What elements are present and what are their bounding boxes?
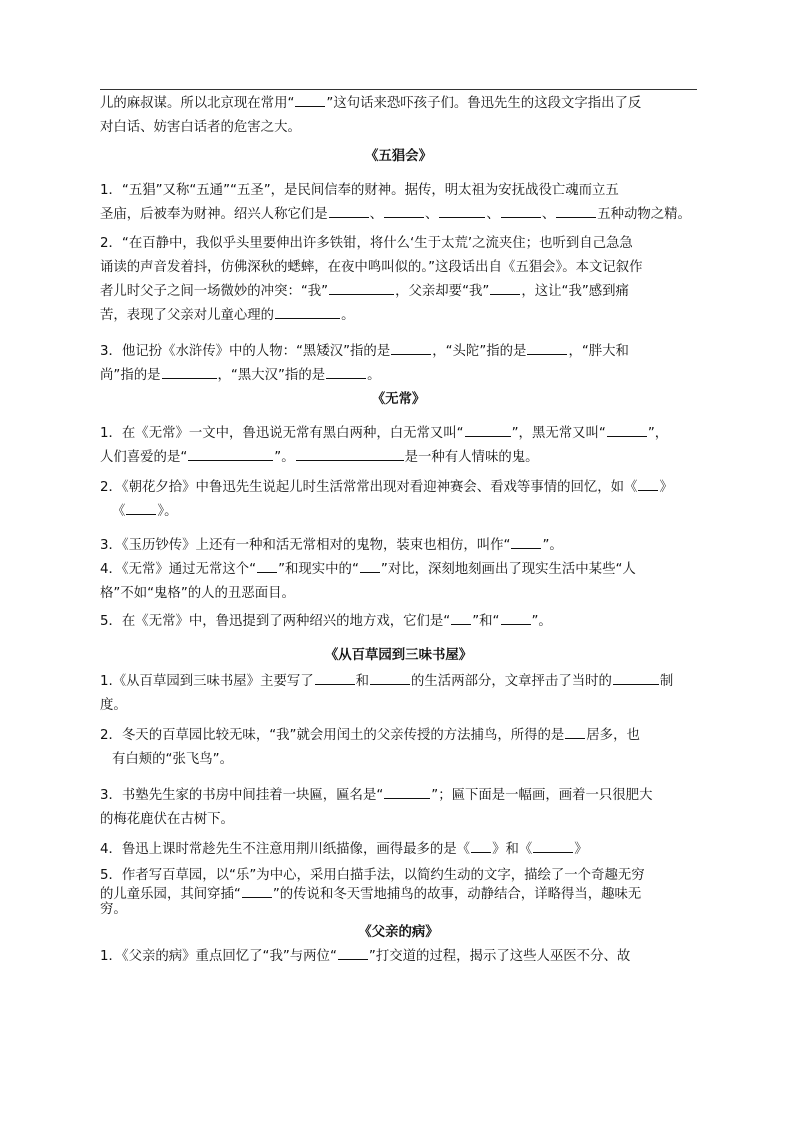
question-wuchang-1-line-2: 人们喜爱的是“ ”。 是一种有人情味的鬼。 xyxy=(100,446,697,470)
answer-blank[interactable] xyxy=(451,610,471,625)
question-wuchang-3: 3．《玉历钞传》上还有一种和活无常相对的鬼物，装束也相仿，叫作“ ”。 xyxy=(100,534,697,558)
answer-blank[interactable] xyxy=(465,422,511,437)
intro-line-2: 对白话、妨害白话者的危害之大。 xyxy=(100,120,301,135)
question-baicaoyuan-1: 1.《从百草园到三味书屋》主要写了 和 的生活两部分，文章抨击了当时的 制 xyxy=(100,670,697,694)
answer-blank[interactable] xyxy=(162,364,217,379)
answer-blank[interactable] xyxy=(565,724,585,739)
question-baicaoyuan-5: 5．作者写百草园，以“乐”为中心，采用白描手法，以简约生动的文字，描绘了一个奇趣无穷 xyxy=(100,868,645,883)
question-wuchanghui-2-line-4: 苦，表现了父亲对儿童心理的 。 xyxy=(100,304,697,328)
answer-blank[interactable] xyxy=(326,364,366,379)
question-wuchang-1: 1．在《无常》一文中，鲁迅说无常有黑白两种，白无常又叫“ ”，黑无常又叫“ ”， xyxy=(100,422,697,446)
answer-blank[interactable] xyxy=(384,784,430,799)
question-baicaoyuan-5-line-2: 的儿童乐园，其间穿插“ ”的传说和冬天雪地捕鸟的故事，动静结合，详略得当，趣味无 xyxy=(100,883,697,902)
question-wuchang-2: 2．《朝花夕拾》中鲁迅先生说起儿时生活常常出现对看迎神赛会、看戏等事情的回忆，如《 》 xyxy=(100,476,697,500)
question-wuchanghui-3-line-2: 尚”指的是 ，“黑大汉”指的是 。 xyxy=(100,364,697,388)
answer-blank[interactable] xyxy=(242,883,272,898)
answer-blank[interactable] xyxy=(533,838,573,853)
header-rule xyxy=(100,89,697,90)
worksheet-page xyxy=(100,92,697,969)
answer-blank[interactable] xyxy=(370,670,410,685)
question-baicaoyuan-1-line-2: 度。 xyxy=(100,698,127,713)
answer-blank[interactable] xyxy=(471,838,491,853)
answer-blank[interactable] xyxy=(490,280,520,295)
answer-blank[interactable] xyxy=(188,446,273,461)
answer-blank[interactable] xyxy=(527,340,567,355)
answer-blank[interactable] xyxy=(315,670,355,685)
answer-blank[interactable] xyxy=(607,422,647,437)
answer-blank[interactable] xyxy=(613,670,659,685)
answer-blank[interactable] xyxy=(391,340,431,355)
question-wuchanghui-2-line-2: 诵读的声音发着抖，仿佛深秋的蟋蟀，在夜中鸣叫似的。”这段话出自《五猖会》。本文记叙作 xyxy=(100,260,643,275)
answer-blank[interactable] xyxy=(501,610,531,625)
section-title-fuqin: 《父亲的病》 xyxy=(358,925,439,940)
answer-blank[interactable] xyxy=(439,203,485,218)
section-title-baicaoyuan: 《从百草园到三味书屋》 xyxy=(324,648,473,663)
question-wuchanghui-1: 1．“五猖”又称“五通”“五圣”，是民间信奉的财神。据传，明太祖为安抚战役亡魂而立五 xyxy=(100,183,619,198)
intro-line-1: 儿的麻叔谋。所以北京现在常用“ ”这句话来恐吓孩子们。鲁迅先生的这段文字指出了反 xyxy=(100,92,697,116)
answer-blank[interactable] xyxy=(296,446,404,461)
answer-blank[interactable] xyxy=(126,500,156,515)
question-wuchang-4: 4．《无常》通过无常这个“ ”和现实中的“ ”对比，深刻地刻画出了现实生活中某些“人 xyxy=(100,558,697,582)
section-title-wuchang: 《无常》 xyxy=(371,392,426,407)
answer-blank[interactable] xyxy=(275,304,340,319)
answer-blank[interactable] xyxy=(295,92,325,107)
answer-blank[interactable] xyxy=(360,558,380,573)
question-wuchang-4-line-2: 格”不如“鬼格”的人的丑恶面目。 xyxy=(100,586,295,601)
question-wuchanghui-1-line-2: 圣庙，后被奉为财神。绍兴人称它们是 、 、 、 、 五种动物之精。 xyxy=(100,203,697,227)
answer-blank[interactable] xyxy=(384,203,424,218)
question-fuqin-1: 1．《父亲的病》重点回忆了“我”与两位“ ”打交道的过程，揭示了这些人巫医不分、故 xyxy=(100,945,697,969)
answer-blank[interactable] xyxy=(338,945,368,960)
question-wuchang-2-line-2: 《 》。 xyxy=(100,500,697,524)
question-baicaoyuan-5-line-3: 穷。 xyxy=(100,902,127,917)
question-baicaoyuan-3-line-2: 的梅花鹿伏在古树下。 xyxy=(100,812,234,827)
answer-blank[interactable] xyxy=(257,558,277,573)
answer-blank[interactable] xyxy=(638,476,658,491)
section-title-wuchanghui: 《五猖会》 xyxy=(365,149,432,164)
question-baicaoyuan-2: 2．冬天的百草园比较无味，“我”就会用闰土的父亲传授的方法捕鸟，所得的是 居多，也 xyxy=(100,724,697,748)
question-baicaoyuan-4: 4．鲁迅上课时常趁先生不注意用荆川纸描像，画得最多的是《 》和《 》 xyxy=(100,838,697,862)
question-baicaoyuan-5-block xyxy=(100,868,697,917)
question-wuchang-5: 5．在《无常》中，鲁迅提到了两种绍兴的地方戏，它们是“ ”和“ ”。 xyxy=(100,610,697,634)
answer-blank[interactable] xyxy=(556,203,596,218)
answer-blank[interactable] xyxy=(511,534,541,549)
answer-blank[interactable] xyxy=(329,203,369,218)
answer-blank[interactable] xyxy=(501,203,541,218)
question-wuchanghui-3: 3．他记扮《水浒传》中的人物：“黑矮汉”指的是 ，“头陀”指的是 ，“胖大和 xyxy=(100,340,697,364)
question-baicaoyuan-2-line-2: 有白颊的“张飞鸟”。 xyxy=(112,752,233,767)
question-wuchanghui-2: 2．“在百静中，我似乎头里要伸出许多铁钳，将什么‘生于太荒’之流夹住；也听到自己急急 xyxy=(100,236,633,251)
question-wuchanghui-2-line-3: 者儿时父子之间一场微妙的冲突：“我” ，父亲却要“我” ，这让“我”感到痛 xyxy=(100,280,697,304)
question-baicaoyuan-3: 3．书塾先生家的书房中间挂着一块匾，匾名是“ ”；匾下面是一幅画，画着一只很肥大 xyxy=(100,784,697,808)
answer-blank[interactable] xyxy=(329,280,394,295)
